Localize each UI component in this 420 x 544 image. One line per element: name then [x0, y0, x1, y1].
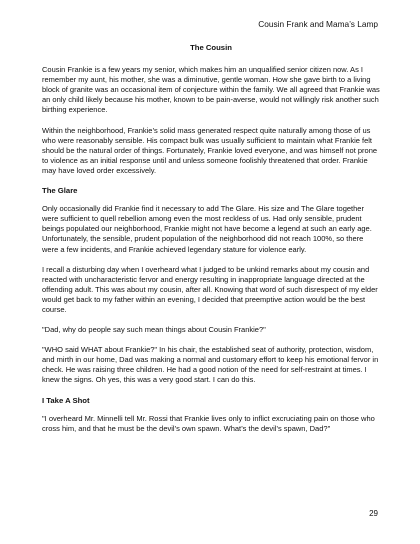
paragraph: I recall a disturbing day when I overheard what I judged to be unkind remarks about my cousin and reacted with uncharacteristic fervor and energy resulting in inappropriate language directed at the offending adult. This was about my cousin, after all. Knowing that word of such disrespect of my elder would get back to my father within an evening, I decided that preemptive action would be the best course. [42, 264, 378, 314]
paragraph: Within the neighborhood, Frankie’s solid mass generated respect quite naturally among those of us who were reasonably sensible. His compact bulk was usually sufficient to maintain what Frankie felt should be the natural order of things. Fortunately, Frankie loved everyone, and was himself not prone to violence as an initial response until and unless someone foolishly threatened that order. Frankie may have loved order excessively. [42, 125, 378, 175]
paragraph: Cousin Frankie is a few years my senior, which makes him an unqualified senior citizen now. As I remember my aunt, his mother, she was a diminutive, gentle woman. How she gave birth to a living block of granite was an occasional item of conjecture within the family. We all agreed that Frankie was an only child likely because his mother, known to be pain-averse, would not willingly risk another such birthing experience. [42, 65, 380, 115]
running-header: Cousin Frank and Mama’s Lamp [258, 19, 378, 29]
body-text [42, 43, 380, 444]
paragraph: "I overheard Mr. Minnelli tell Mr. Rossi that Frankie lives only to inflict excruciating pain on those who cross him, and that he must be the devil’s own spawn. What’s the devil’s spawn, Dad?" [42, 413, 375, 433]
subheading-the-glare: The Glare [42, 186, 78, 196]
page-number: 29 [369, 509, 378, 518]
subheading-i-take-a-shot: I Take A Shot [42, 395, 90, 405]
paragraph: "Dad, why do people say such mean things about Cousin Frankie?" [42, 325, 266, 335]
paragraph: Only occasionally did Frankie find it necessary to add The Glare. His size and The Glare together were sufficient to quell rebellion among even the most reckless of us. Had only sensible, prudent beings populated our neighborhood, Frankie might not have become a legend at such an early age. Unfortunately, the sensible, prudent population of the neighborhood did not reach 100%, so there were a few incidents, and Frankie achieved legendary stature for violence early. [42, 204, 372, 254]
paragraph: "WHO said WHAT about Frankie?" In his chair, the established seat of authority, protection, wisdom, and mirth in our home, Dad was making a normal and customary effort to keep his emotional fervor in check. He was raising three children. He had a good notion of the need for self-restraint at times. I knew the signs. Oh yes, this was a very good start. I can do this. [42, 345, 379, 385]
section-title: The Cousin [190, 43, 232, 52]
